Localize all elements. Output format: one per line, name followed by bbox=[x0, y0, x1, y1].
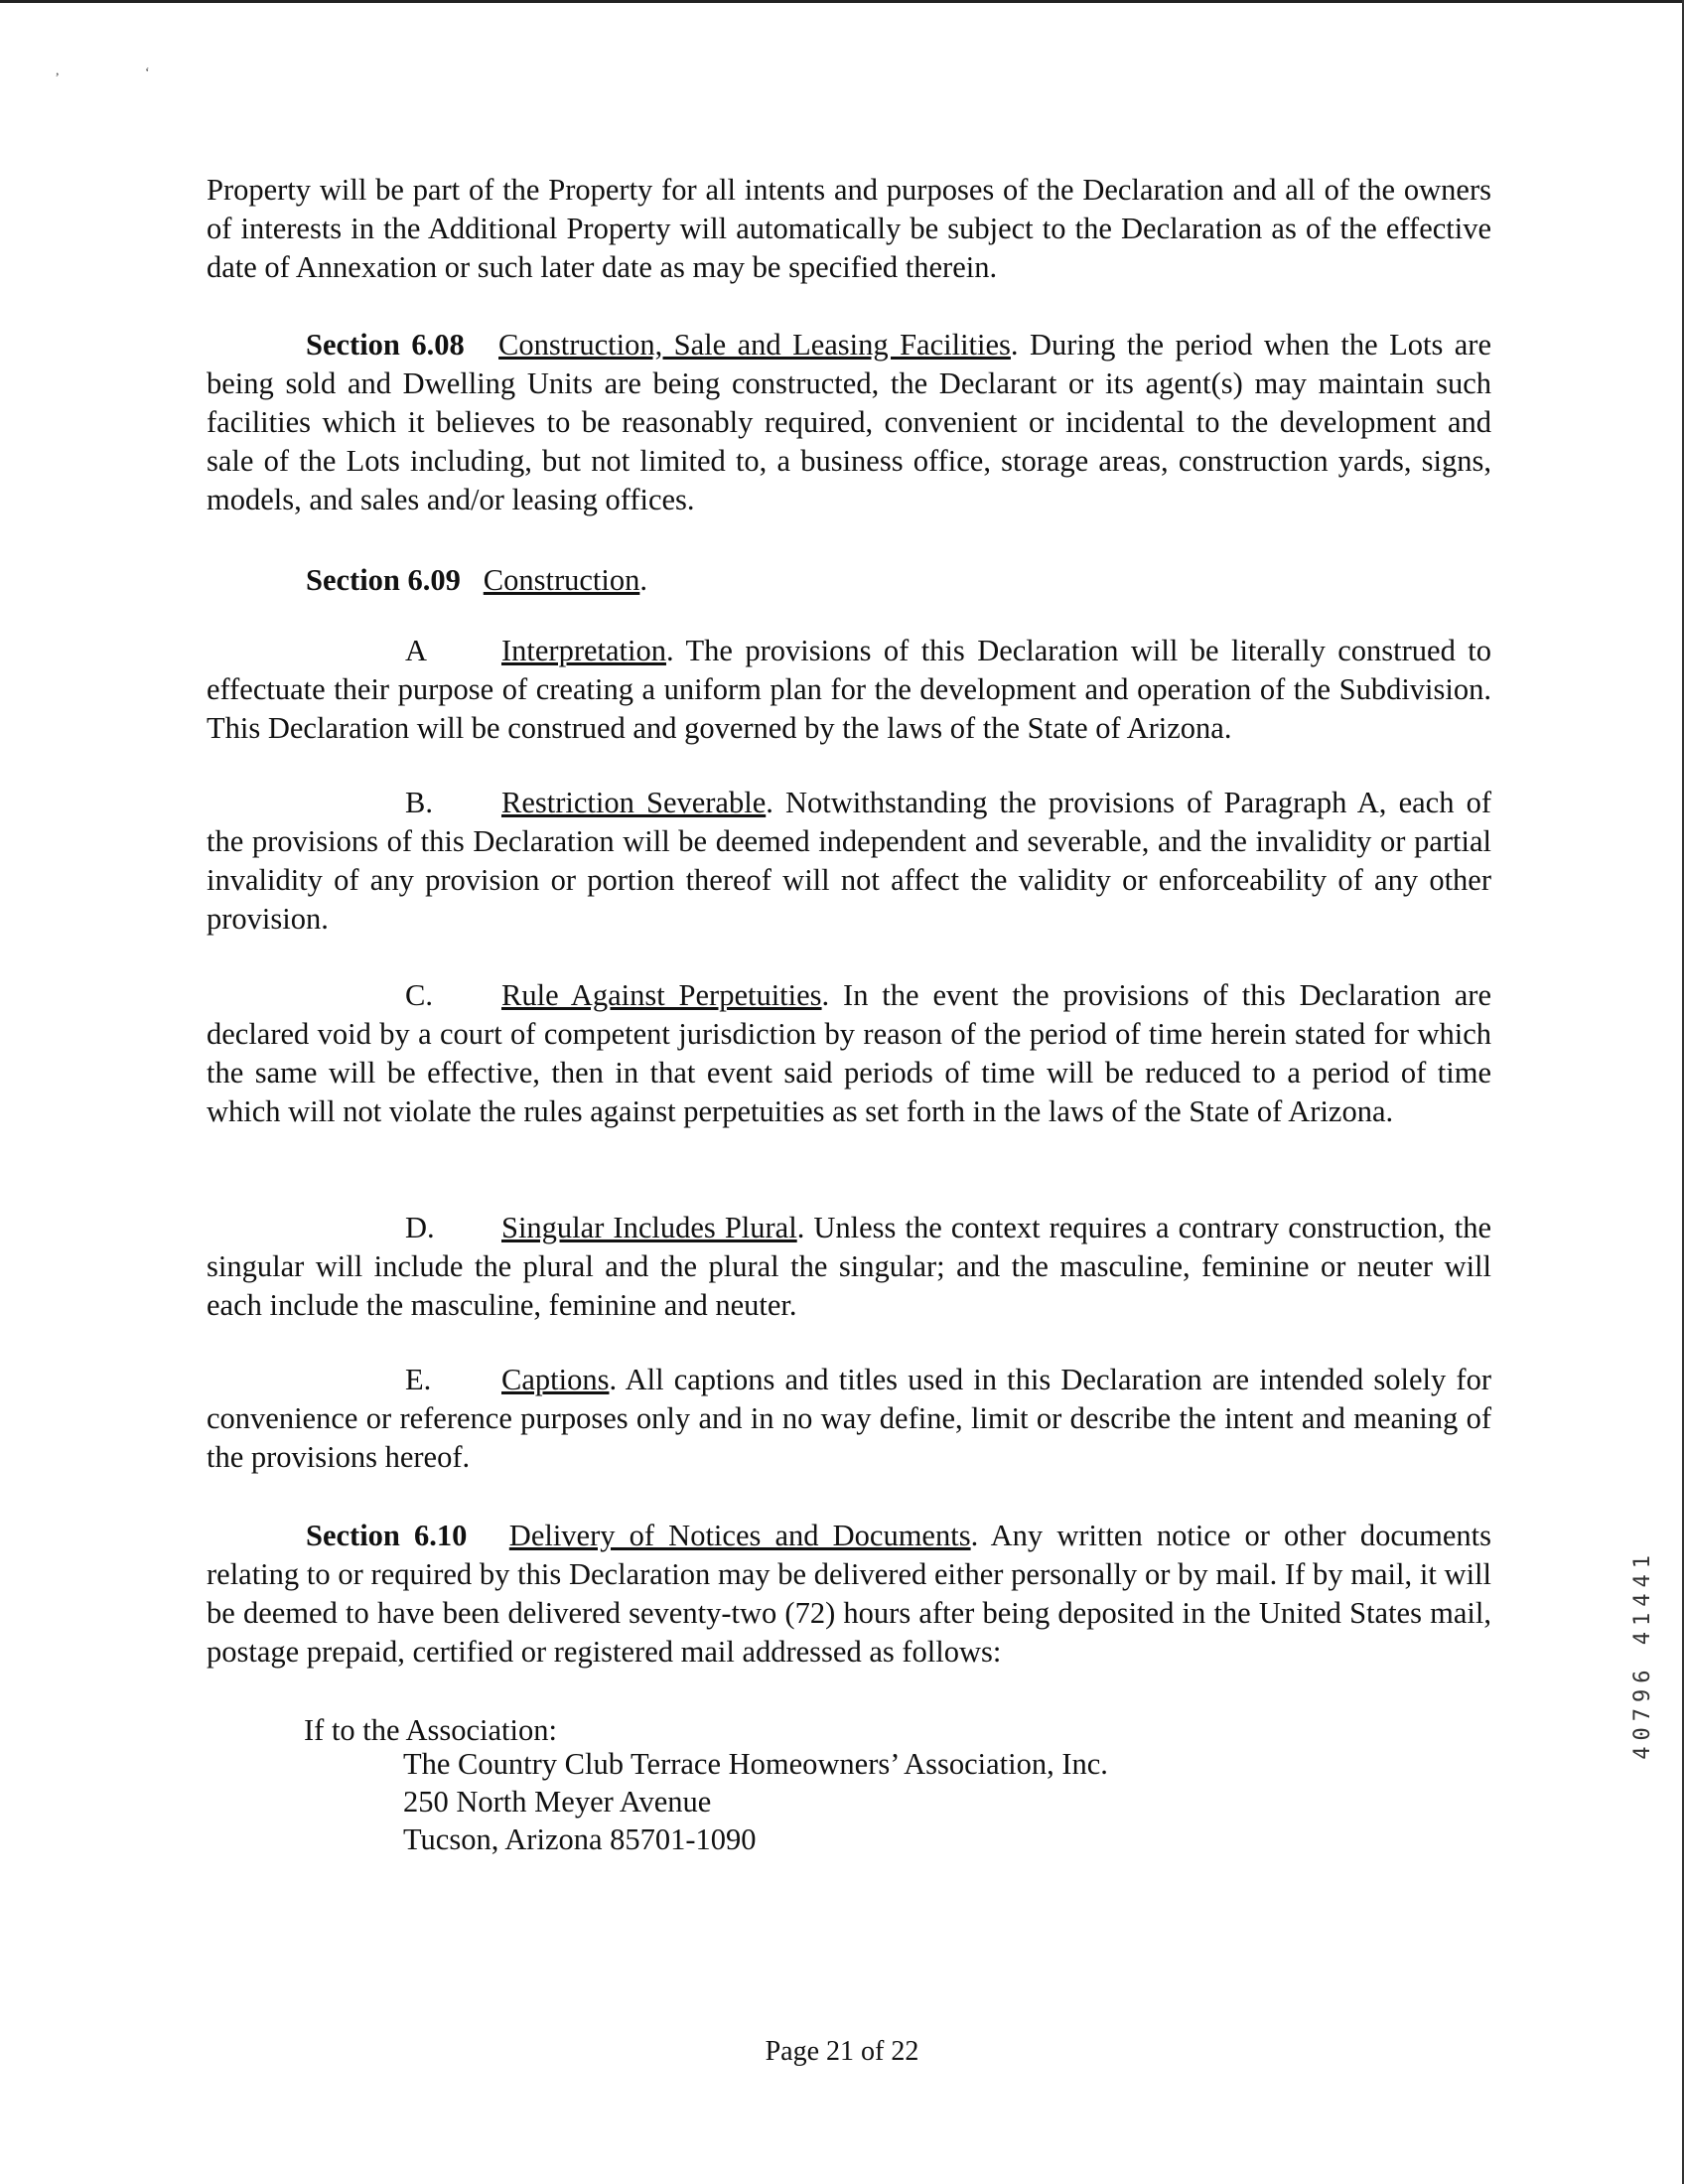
address-line-1: The Country Club Terrace Homeowners’ Association, Inc. bbox=[403, 1747, 1108, 1781]
subsection-d bbox=[207, 1209, 1491, 1325]
section-title: Delivery of Notices and Documents bbox=[508, 1519, 971, 1552]
subsection-letter: D. bbox=[405, 1211, 435, 1244]
subsection-body: . Notwithstanding the provisions of Paragraph A, each of the provisions of this Declaration will be deemed independent and severable, and the invalidity or partial invalidity of any provision or portion thereof will not affect the validity or enforceability of any other provision. bbox=[207, 786, 1491, 936]
subsection-letter: B. bbox=[405, 786, 433, 819]
subsection-title: Restriction Severable bbox=[501, 786, 767, 819]
subsection-title: Singular Includes Plural bbox=[501, 1211, 797, 1244]
subsection-letter: A bbox=[405, 634, 428, 667]
section-label: Section 6.09 bbox=[306, 563, 461, 597]
subsection-e bbox=[207, 1361, 1491, 1477]
scan-border-top bbox=[0, 0, 1684, 3]
section-title: Construction, Sale and Leasing Facilities bbox=[498, 328, 1011, 362]
subsection-body: . All captions and titles used in this Declaration are intended solely for convenience or reference purposes only and in no way define, limit or describe the intent and meaning of the provisions hereof. bbox=[207, 1363, 1491, 1474]
section-title: Construction bbox=[483, 563, 640, 597]
subsection-letter: E. bbox=[405, 1363, 432, 1396]
recording-stamp: 40796 41441 bbox=[1630, 1549, 1655, 1760]
subsection-title: Interpretation bbox=[501, 634, 666, 667]
subsection-letter: C. bbox=[405, 978, 433, 1012]
subsection-body: . In the event the provisions of this Declaration are declared void by a court of competent jurisdiction by reason of the period of time herein stated for which the same will be effective, then in that event said periods of time will be reduced to a period of time which will not violate the rules against perpetuities as set forth in the laws of the State of Arizona. bbox=[207, 978, 1492, 1128]
section-body: . During the period when the Lots are being sold and Dwelling Units are being constructed, the Declarant or its agent(s) may maintain such facilities which it believes to be reasonably required, convenient or incidental to the development and sale of the Lots including, but not limited to, a business office, storage areas, construction yards, signs, models, and sales and/or leasing offices. bbox=[207, 328, 1491, 516]
section-6-10 bbox=[207, 1517, 1491, 1672]
address-line-2: 250 North Meyer Avenue bbox=[403, 1785, 712, 1819]
section-suffix: . bbox=[639, 563, 647, 597]
paragraph-continuation: Property will be part of the Property for all intents and purposes of the Declaration and all of the owners of interests in the Additional Property will automatically be subject to the Declaration as of the effective date of Annexation or such later date as may be specified therein. bbox=[207, 173, 1491, 284]
subsection-body: . Unless the context requires a contrary construction, the singular will include the plural and the plural the singular; and the masculine, feminine or neuter will each include the masculine, feminine and neuter. bbox=[207, 1211, 1491, 1322]
page-number: Page 21 of 22 bbox=[765, 2036, 919, 2067]
scan-speck: , bbox=[56, 64, 60, 78]
subsection-c bbox=[207, 976, 1491, 1131]
address-intro: If to the Association: bbox=[304, 1713, 557, 1747]
subsection-body: . The provisions of this Declaration will be literally construed to effectuate their purpose of creating a uniform plan for the development and operation of the Subdivision. This Declaration will be construed and governed by the laws of the State of Arizona. bbox=[207, 634, 1491, 745]
subsection-b bbox=[207, 784, 1491, 939]
scan-speck: ‘ bbox=[145, 66, 150, 80]
section-label: Section 6.10 bbox=[306, 1519, 468, 1552]
section-6-08 bbox=[207, 326, 1491, 519]
subsection-title: Captions bbox=[501, 1363, 610, 1396]
section-6-09 bbox=[306, 561, 647, 600]
address-line-3: Tucson, Arizona 85701-1090 bbox=[403, 1822, 757, 1856]
subsection-a bbox=[207, 632, 1491, 748]
subsection-title: Rule Against Perpetuities bbox=[501, 978, 822, 1012]
section-label: Section 6.08 bbox=[306, 328, 465, 362]
section-body: . Any written notice or other documents relating to or required by this Declaration may be delivered either personally or by mail. If by mail, it will be deemed to have been delivered seventy-two (72) hours after being deposited in the United States mail, postage prepaid, certified or registered mail addressed as follows: bbox=[207, 1519, 1491, 1669]
